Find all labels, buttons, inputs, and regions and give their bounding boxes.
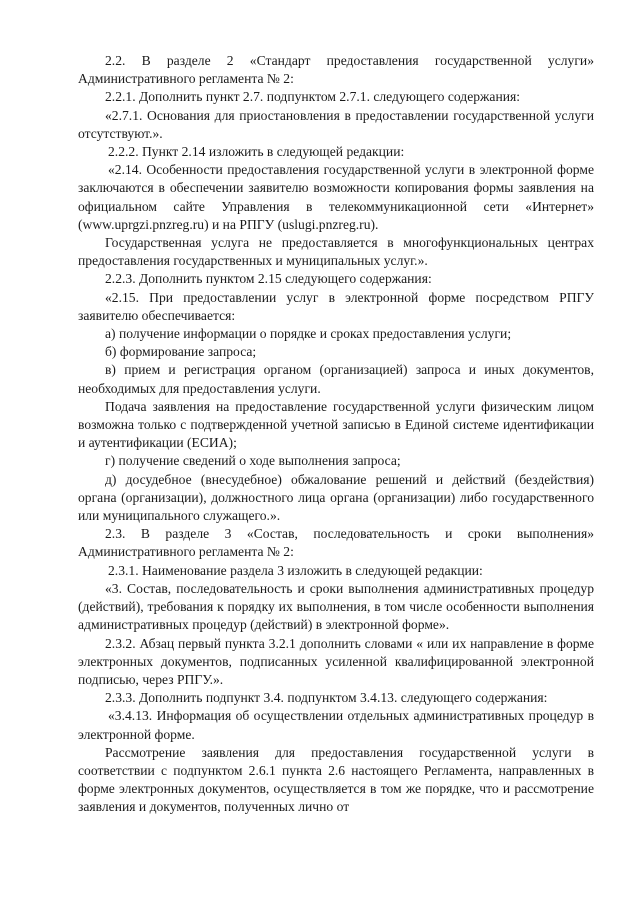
paragraph-2-15: «2.15. При предоставлении услуг в электронной форме посредством РПГУ заявителю обеспечивается:	[78, 289, 594, 323]
paragraph-3-4-13: «3.4.13. Информация об осуществлении отдельных административных процедур в электронной форме.	[78, 708, 594, 742]
list-item-a: а) получение информации о порядке и сроках предоставления услуги;	[105, 326, 512, 342]
paragraph-2-3-1: 2.3.1. Наименование раздела 3 изложить в следующей редакции:	[108, 562, 483, 578]
paragraph-esia: Подача заявления на предоставление государственной услуги физическим лицом возможна только с подтвержденной учетной записью в Единой системе идентификации и аутентификации (ЕСИА);	[78, 398, 594, 451]
paragraph-2-14: «2.14. Особенности предоставления государственной услуги в электронной форме заключаются в обеспечении заявителю возможности копирования формы заявления на официальном сайте Управления в телекоммуникационной сети «Интернет» (www.uprgzi.pnzreg.ru) и на РПГУ (uslugi.pnzreg.ru).	[78, 162, 594, 232]
paragraph-3-title: «3. Состав, последовательность и сроки выполнения административных процедур (действий), требования к порядку их выполнения, в том числе особенности выполнения административных процедур (действий) в электронной форме».	[78, 580, 594, 633]
paragraph-2-3: 2.3. В разделе 3 «Состав, последовательность и сроки выполнения» Административного регламента № 2:	[78, 526, 594, 560]
paragraph-2-2: 2.2. В разделе 2 «Стандарт предоставления государственной услуги» Административного регламента № 2:	[78, 53, 594, 87]
list-item-b: б) формирование запроса;	[105, 344, 257, 360]
list-item-v: в) прием и регистрация органом (организацией) запроса и иных документов, необходимых для предоставления услуги.	[78, 362, 594, 396]
list-item-d: д) досудебное (внесудебное) обжалование решений и действий (бездействия) органа (организации), должностного лица органа (организации) либо государственного или муниципального служащего.».	[78, 471, 594, 524]
paragraph-mfc: Государственная услуга не предоставляется в многофункциональных центрах предоставления государственных и муниципальных услуг.».	[78, 235, 594, 269]
paragraph-2-2-3: 2.2.3. Дополнить пунктом 2.15 следующего содержания:	[105, 271, 432, 287]
paragraph-2-3-2: 2.3.2. Абзац первый пункта 3.2.1 дополнить словами « или их направление в форме электронных документов, подписанных усиленной квалифицированной электронной подписью, через РПГУ.».	[78, 635, 594, 687]
document-page	[78, 52, 594, 817]
paragraph-2-3-3: 2.3.3. Дополнить подпункт 3.4. подпунктом 3.4.13. следующего содержания:	[105, 690, 548, 706]
paragraph-2-2-2: 2.2.2. Пункт 2.14 изложить в следующей редакции:	[108, 144, 405, 160]
list-item-g: г) получение сведений о ходе выполнения запроса;	[105, 453, 401, 469]
paragraph-2-2-1: 2.2.1. Дополнить пункт 2.7. подпунктом 2.7.1. следующего содержания:	[105, 89, 521, 105]
paragraph-review: Рассмотрение заявления для предоставления государственной услуги в соответствии с подпунктом 2.6.1 пункта 2.6 настоящего Регламента, направленных в форме электронных документов, осуществляется в том же порядке, что и рассмотрение заявления и документов, полученных лично от	[78, 744, 594, 815]
paragraph-2-7-1: «2.7.1. Основания для приостановления в предоставлении государственной услуги отсутствуют.».	[78, 107, 594, 141]
